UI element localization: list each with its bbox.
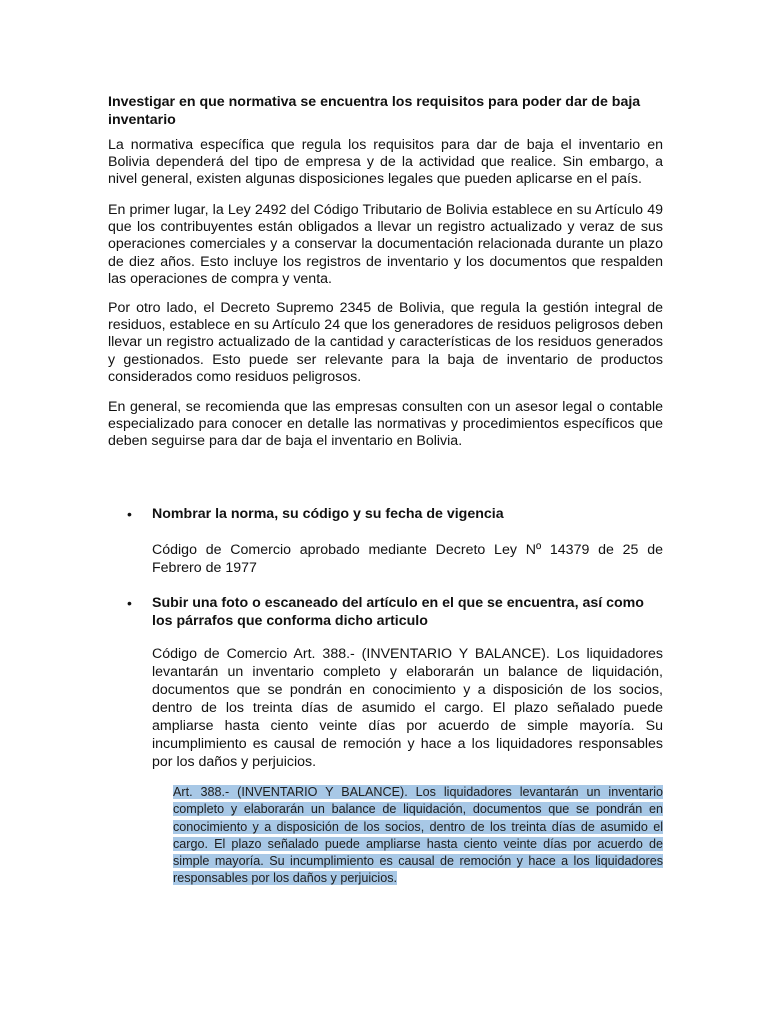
scanned-article-image (170, 780, 668, 888)
document-heading: Investigar en que normativa se encuentra los requisitos para poder dar de baja inventario (108, 94, 641, 128)
paragraph-recomendacion: En general, se recomienda que las empresas consulten con un asesor legal o contable especializado para conocer en detalle las normativas y procedimientos específicos que deben seguirse para dar de baja el inventario en Bolivia. (108, 399, 663, 450)
bullet-marker: • (127, 506, 132, 522)
bullet-marker: • (127, 595, 132, 611)
paragraph-intro: La normativa específica que regula los requisitos para dar de baja el inventario en Bolivia dependerá del tipo de empresa y de la actividad que realice. Sin embargo, a nivel general, existen algunas disposiciones legales que pueden aplicarse en el país. (108, 137, 663, 188)
scanned-article-text (173, 784, 663, 888)
paragraph-decreto-2345: Por otro lado, el Decreto Supremo 2345 de Bolivia, que regula la gestión integral de residuos, establece en su Artículo 24 que los generadores de residuos peligrosos deben llevar un registro actualizado de la cantidad y características de los residuos generados y gestionados. Esto puede ser relevante para la baja de inventario de productos considerados como residuos peligrosos. (108, 300, 663, 385)
bullet-title-norma: Nombrar la norma, su código y su fecha de vigencia (152, 506, 504, 522)
bullet-body-norma: Código de Comercio aprobado mediante Decreto Ley Nº 14379 de 25 de Febrero de 1977 (152, 542, 663, 576)
scanned-article-highlight: Art. 388.- (INVENTARIO Y BALANCE). Los liquidadores levantarán un inventario completo y elaborarán un balance de liquidación, documentos que se pondrán en conocimiento y a disposición de los socios, dentro de los treinta días de asumido el cargo. El plazo señalado puede ampliarse hasta ciento veinte días por acuerdo de simple mayoría. Su incumplimiento es causal de remoción y hace a los liquidadores responsables por los daños y perjuicios. (173, 785, 663, 886)
paragraph-ley-2492: En primer lugar, la Ley 2492 del Código Tributario de Bolivia establece en su Artículo 49 que los contribuyentes están obligados a llevar un registro actualizado y veraz de sus operaciones comerciales y a conservar la documentación relacionada durante un plazo de diez años. Esto incluye los registros de inventario y los documentos que respalden las operaciones de compra y venta. (108, 202, 663, 287)
bullet-title-articulo: Subir una foto o escaneado del artículo en el que se encuentra, así como los párrafos que conforma dicho articulo (152, 595, 644, 629)
bullet-body-articulo: Código de Comercio Art. 388.- (INVENTARIO Y BALANCE). Los liquidadores levantarán un inventario completo y elaborarán un balance de liquidación, documentos que se pondrán en conocimiento y a disposición de los socios, dentro de los treinta días de asumido el cargo. El plazo señalado puede ampliarse hasta ciento veinte días por acuerdo de simple mayoría. Su incumplimiento es causal de remoción y hace a los liquidadores responsables por los daños y perjuicios. (152, 646, 663, 770)
